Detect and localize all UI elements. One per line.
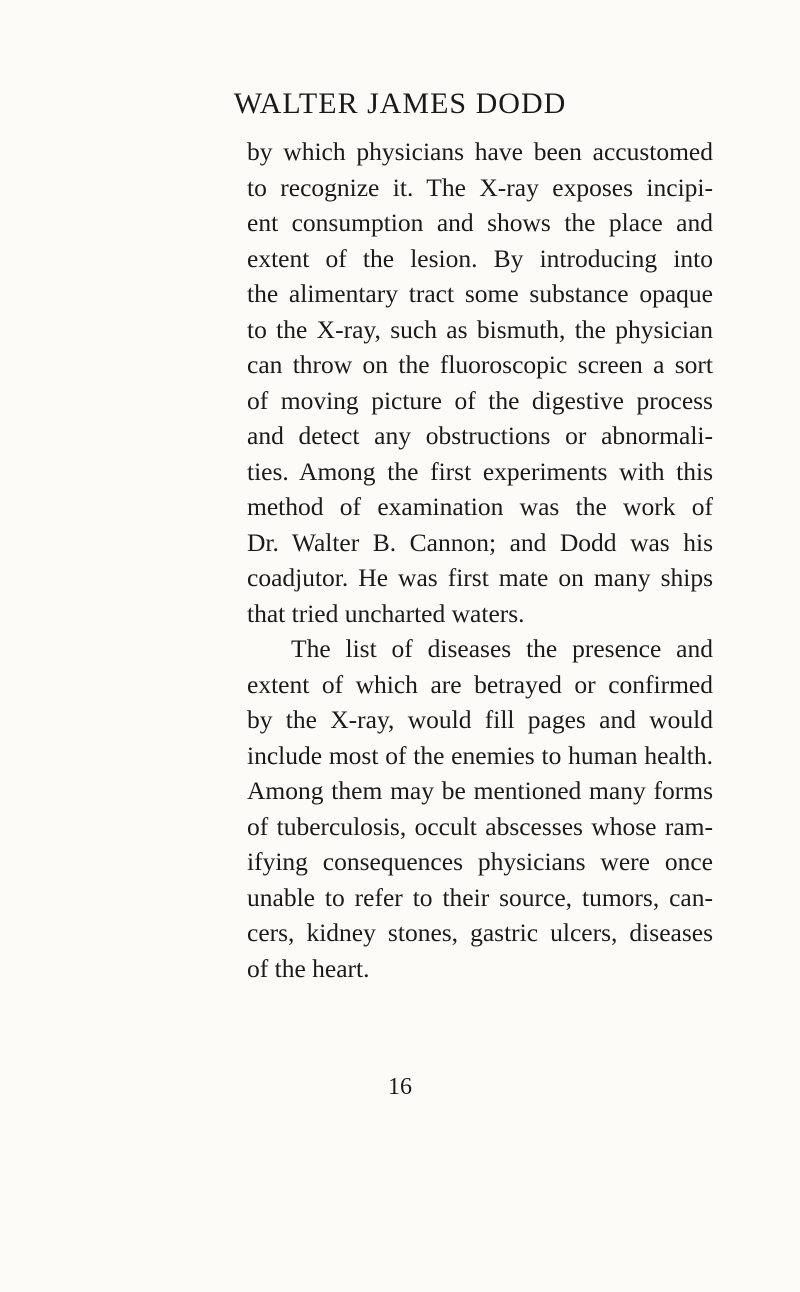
text-line: that tried uncharted waters. [247, 598, 525, 628]
text-line: of tuberculosis, occult abscesses whose ram- [247, 811, 713, 841]
text-line: of moving picture of the digestive process [247, 385, 713, 415]
text-line: unable to refer to their source, tumors, can- [247, 882, 713, 912]
text-line: can throw on the fluoroscopic screen a sort [247, 350, 713, 379]
text-line: ent consumption and shows the place and [247, 208, 713, 237]
text-line: extent of which are betrayed or confirmed [247, 669, 713, 699]
text-line: Among them may be mentioned many forms [247, 776, 713, 805]
text-line: Dr. Walter B. Cannon; and Dodd was his [247, 527, 713, 557]
text-line: and detect any obstructions or abnormali- [247, 421, 713, 450]
text-line: to the X-ray, such as bismuth, the physician [247, 314, 713, 344]
paragraph-start-line: The list of diseases the presence and [291, 634, 713, 663]
text-line: ties. Among the first experiments with this [247, 456, 713, 486]
text-line: to recognize it. The X-ray exposes incipi- [247, 172, 713, 202]
running-head: WALTER JAMES DODD [233, 87, 567, 120]
text-line: by the X-ray, would fill pages and would [247, 705, 713, 734]
text-line: method of examination was the work of [247, 492, 713, 521]
text-line: of the heart. [247, 953, 370, 983]
page-number: 16 [388, 1074, 412, 1100]
text-line: by which physicians have been accustomed [247, 137, 713, 166]
text-line: include most of the enemies to human health. [247, 740, 713, 770]
text-line: coadjutor. He was first mate on many ships [247, 563, 713, 592]
text-line: extent of the lesion. By introducing into [247, 243, 713, 273]
text-line: the alimentary tract some substance opaque [247, 279, 713, 308]
body-text [247, 134, 713, 986]
text-line: ifying consequences physicians were once [247, 847, 713, 876]
text-line: cers, kidney stones, gastric ulcers, diseases [247, 918, 713, 947]
